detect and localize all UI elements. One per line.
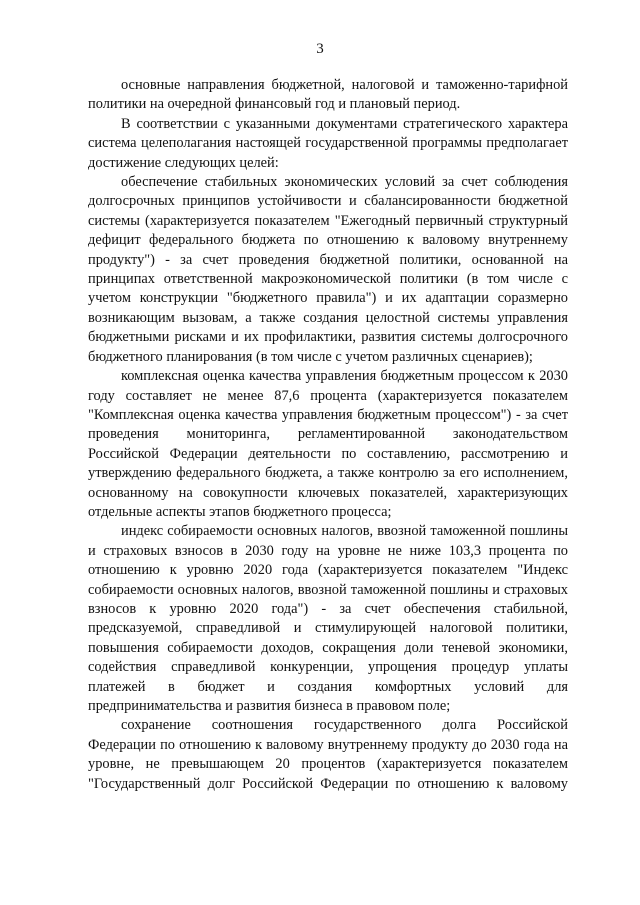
- paragraph-budget-quality-goal: комплексная оценка качества управления бюджетным процессом к 2030 году составляет не менее 87,6 процента (характеризуется показателем "Комплексная оценка качества управления бюджетным процессом") - за счет проведения мониторинга, регламентированной законодательством Российской Федерации деятельности по составлению, рассмотрению и утверждению федерального бюджета, а также контролю за его исполнением, основанному на совокупности ключевых показателей, характеризующих отдельные аспекты этапов бюджетного процесса;: [88, 368, 568, 520]
- paragraph-goal-setting: В соответствии с указанными документами стратегического характера система целеполагания настоящей государственной программы предполагает достижение следующих целей:: [88, 115, 568, 171]
- page-number: 3: [316, 41, 324, 57]
- paragraph-tax-collection-goal: индекс собираемости основных налогов, ввозной таможенной пошлины и страховых взносов в 2030 году на уровне не ниже 103,3 процента по отношению к уровню 2020 года (характеризуется показателем "Индекс собираемости основных налогов, ввозной таможенной пошлины и страховых взносов к уровню 2020 года") - за счет обеспечения стабильной, предсказуемой, справедливой и стимулирующей налоговой политики, повышения собираемости доходов, сокращения доли теневой экономики, содействия справедливой конкуренции, упрощения процедур уплаты платежей в бюджет и создания комфортных условий для предпринимательства и развития бизнеса в правовом поле;: [88, 523, 568, 714]
- paragraph-budget-directions: основные направления бюджетной, налоговой и таможенно-тарифной политики на очередной финансовый год и плановый период.: [88, 77, 568, 113]
- paragraph-stability-goal: обеспечение стабильных экономических условий за счет соблюдения долгосрочных принципов устойчивости и сбалансированности бюджетной системы (характеризуется показателем "Ежегодный первичный структурный дефицит федерального бюджета по отношению к валовому внутреннему продукту") - за счет проведения бюджетной политики, основанной на принципах ответственной макроэкономической политики (в том числе с учетом конструкции "бюджетного правила") и их адаптации соразмерно возникающим вызовам, а также создания целостной системы управления бюджетными рисками и их профилактики, развития системы долгосрочного бюджетного планирования (в том числе с учетом различных сценариев);: [88, 174, 568, 365]
- paragraph-public-debt-goal: сохранение соотношения государственного долга Российской Федерации по отношению к валовому внутреннему продукту до 2030 года на уровне, не превышающем 20 процентов (характеризуется показателем "Государственный долг Российской Федерации по отношению к валовому: [88, 717, 568, 792]
- body-text: [88, 76, 568, 794]
